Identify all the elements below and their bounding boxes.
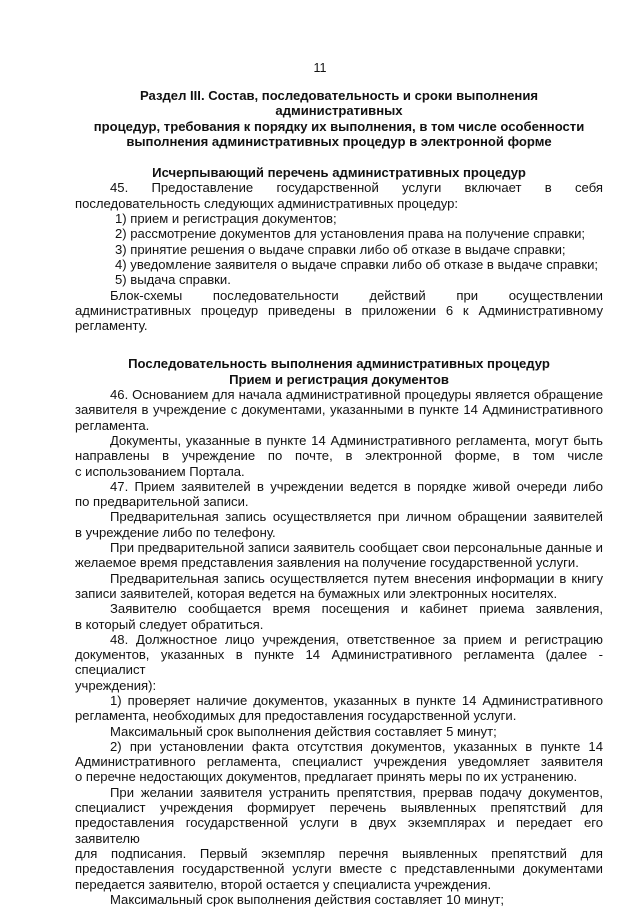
paragraph-line: Блок-схемы последовательности действий при осуществлении — [110, 287, 603, 303]
paragraph-line: регламента, необходимых для предоставления государственной услуги. — [75, 708, 517, 724]
paragraph-line: Заявителю сообщается время посещения и кабинет приема заявления, — [110, 601, 603, 617]
paragraph-line: При желании заявителя устранить препятствия, прервав подачу документов, — [110, 784, 603, 800]
paragraph-missing-docs — [75, 739, 603, 785]
paragraph-line: административных процедур приведены в приложении 6 к Административному — [75, 302, 603, 318]
paragraph-line: передается заявителю, второй остается у специалиста учреждения. — [75, 876, 492, 892]
paragraph-line: учреждения): — [75, 677, 157, 693]
list-item: 5) выдача справки. — [115, 272, 231, 288]
paragraph-line: регламента. — [75, 417, 150, 433]
section-title-line: Раздел III. Состав, последовательность и сроки выполнения административных — [139, 88, 539, 119]
page-content — [75, 88, 603, 907]
paragraph-line: При предварительной записи заявитель сообщает свои персональные данные и — [110, 540, 603, 556]
list-outro-paragraph — [75, 288, 603, 334]
paragraph-max-5 — [75, 724, 603, 739]
paragraph-line: Максимальный срок выполнения действия составляет 10 минут; — [110, 891, 505, 907]
paragraph-obstacles — [75, 785, 603, 892]
subheading-reception: Прием и регистрация документов — [229, 371, 449, 387]
paragraph-line: по предварительной записи. — [75, 494, 249, 510]
paragraph-line: документов, указанных в пункте 14 Административного регламента (далее - специалист — [75, 647, 603, 678]
paragraph-line: 45. Предоставление государственной услуги включает в себя — [110, 180, 603, 196]
list-item: 4) уведомление заявителя о выдаче справки либо об отказе в выдаче справки; — [115, 256, 599, 272]
paragraph-47 — [75, 479, 603, 510]
paragraph-line: предоставления государственной услуги вместе с представленными документами — [75, 861, 603, 877]
paragraph-prereg — [75, 509, 603, 540]
list-item: 2) рассмотрение документов для установления права на получение справки; — [115, 226, 586, 242]
paragraph-line: с использованием Портала. — [75, 463, 245, 479]
paragraph-line: 48. Должностное лицо учреждения, ответственное за прием и регистрацию — [110, 631, 603, 647]
paragraph-line: 46. Основанием для начала административной процедуры является обращение — [110, 387, 603, 403]
paragraph-personal-data — [75, 540, 603, 571]
paragraph-line: в учреждение либо по телефону. — [75, 524, 276, 540]
paragraph-line: Максимальный срок выполнения действия составляет 5 минут; — [110, 723, 497, 739]
paragraph-line: записи заявителей, которая ведется на бумажных или электронных носителях. — [75, 585, 558, 601]
paragraph-documents — [75, 433, 603, 479]
paragraph-line: заявителя в учреждение с документами, указанными в пункте 14 Административного — [75, 402, 603, 418]
list-heading: Исчерпывающий перечень административных процедур — [152, 165, 526, 181]
section-title — [75, 88, 603, 149]
list-intro-paragraph — [75, 180, 603, 211]
paragraph-46 — [75, 387, 603, 433]
paragraph-line: для подписания. Первый экземпляр перечня выявленных препятствий для — [75, 845, 603, 861]
paragraph-line: регламенту. — [75, 318, 148, 334]
paragraph-line: Административного регламента, специалист учреждения уведомляет заявителя — [75, 754, 603, 770]
subheading-sequence: Последовательность выполнения административных процедур — [128, 356, 550, 372]
section-title-line: выполнения административных процедур в электронной форме — [126, 133, 552, 149]
paragraph-line: специалист учреждения формирует перечень выявленных препятствий для — [75, 800, 603, 816]
paragraph-line: предоставления государственной услуги в двух экземплярах и передает его заявителю — [75, 815, 603, 846]
procedure-list — [75, 211, 603, 287]
body-paragraphs — [75, 387, 603, 907]
paragraph-line: Документы, указанные в пункте 14 Административного регламента, могут быть — [110, 432, 603, 448]
paragraph-line: направлены в учреждение по почте, в электронной форме, в том числе — [75, 448, 603, 464]
paragraph-line: в который следует обратиться. — [75, 616, 264, 632]
paragraph-line: Предварительная запись осуществляется путем внесения информации в книгу — [110, 570, 603, 586]
paragraph-visit-time — [75, 601, 603, 632]
list-item: 3) принятие решения о выдаче справки либо об отказе в выдаче справки; — [115, 241, 566, 257]
paragraph-registry — [75, 571, 603, 602]
paragraph-line: последовательность следующих административных процедур: — [75, 195, 459, 211]
paragraph-line: о перечне недостающих документов, предлагает принять меры по их устранению. — [75, 769, 578, 785]
list-item: 1) прием и регистрация документов; — [115, 211, 337, 227]
section-title-line: процедур, требования к порядку их выполнения, в том числе особенности — [93, 118, 585, 134]
page-number: 11 — [313, 61, 327, 75]
paragraph-line: 47. Прием заявителей в учреждении ведется в порядке живой очереди либо — [110, 478, 603, 494]
paragraph-48 — [75, 632, 603, 693]
paragraph-check — [75, 693, 603, 724]
paragraph-line: желаемое время представления заявления на получение государственной услуги. — [75, 555, 579, 571]
paragraph-line: 1) проверяет наличие документов, указанных в пункте 14 Административного — [110, 692, 603, 708]
paragraph-line: Предварительная запись осуществляется при личном обращении заявителей — [110, 509, 603, 525]
paragraph-line: 2) при установлении факта отсутствия документов, указанных в пункте 14 — [110, 738, 603, 754]
